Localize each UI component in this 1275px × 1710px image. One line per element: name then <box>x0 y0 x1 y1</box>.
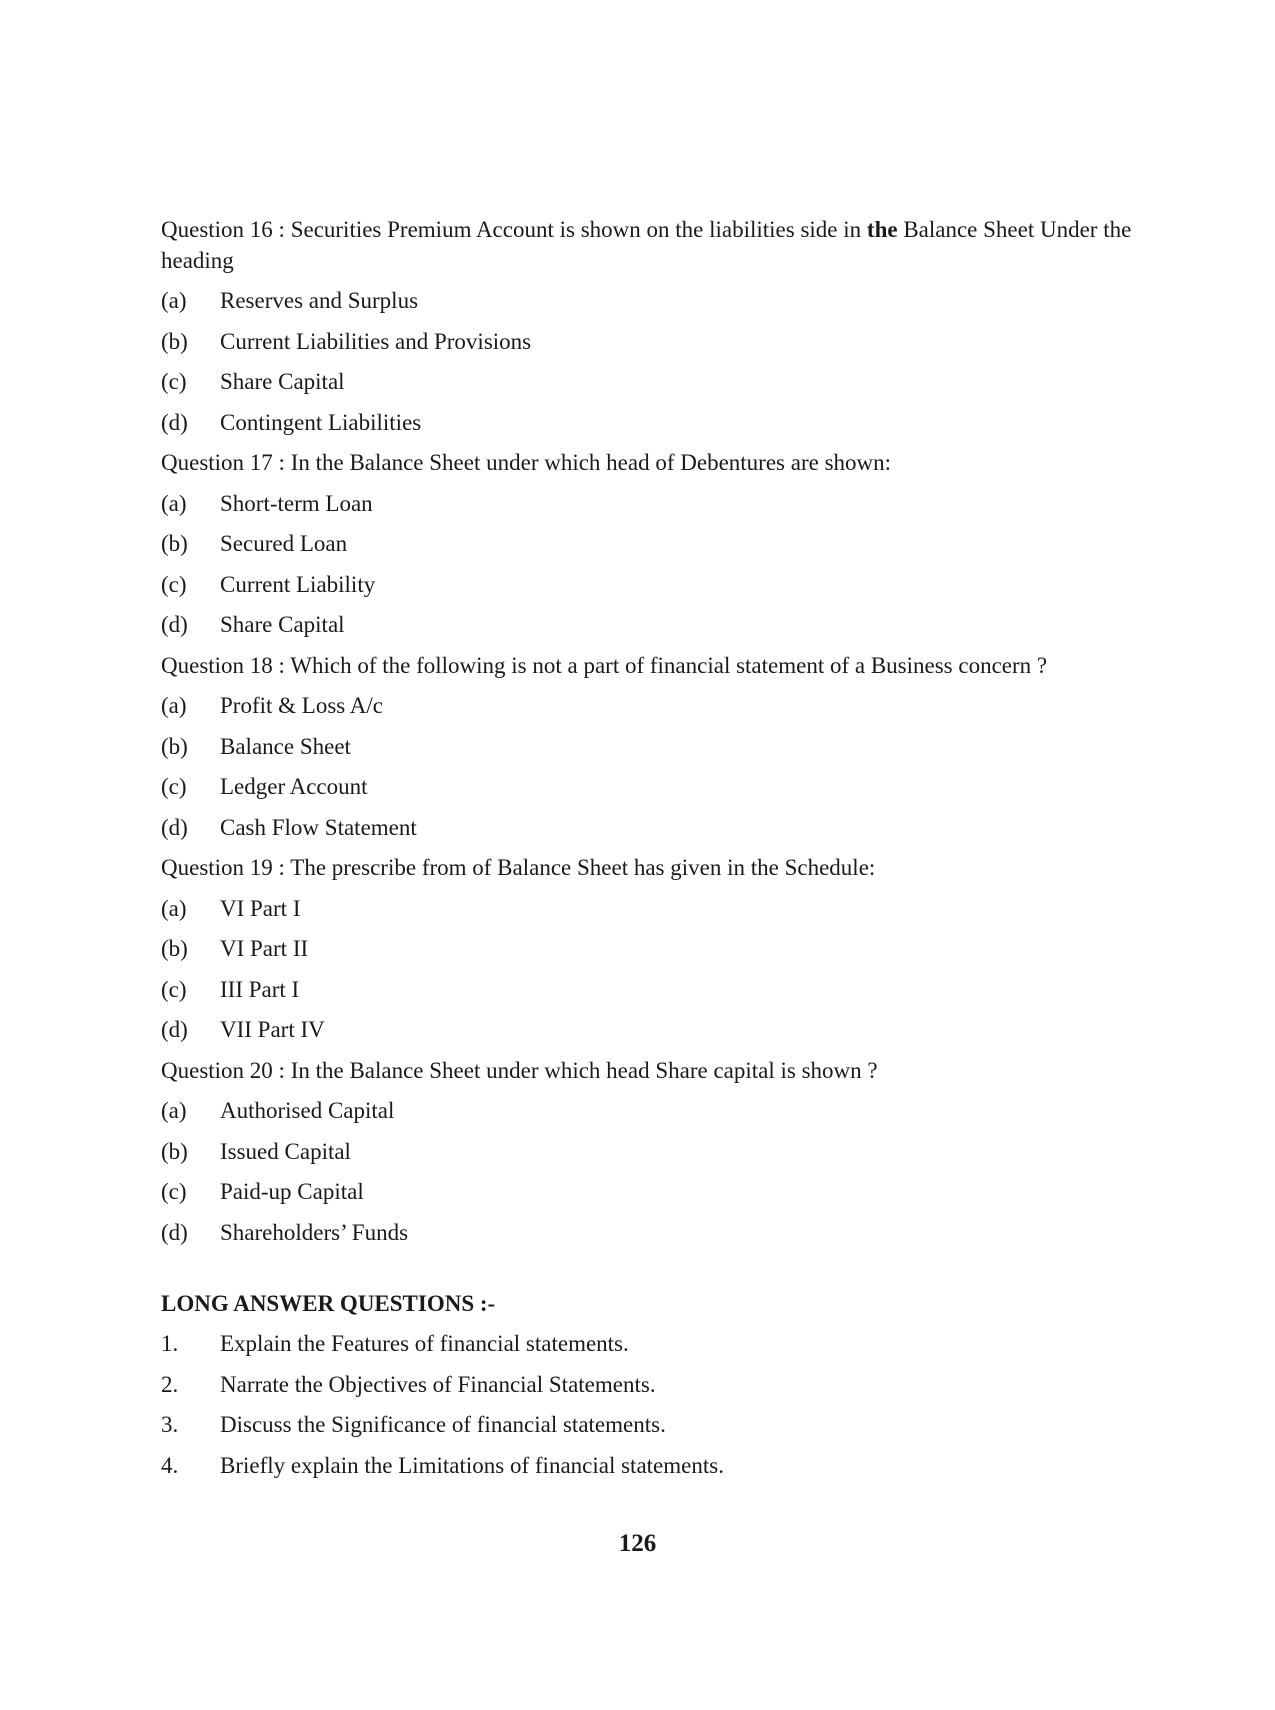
option-label: (a) <box>161 693 187 718</box>
option-item <box>161 407 1161 438</box>
option-text: Balance Sheet <box>220 733 351 759</box>
list-number: 2. <box>161 1371 179 1397</box>
option-label: (d) <box>161 814 188 840</box>
option-item <box>161 569 1161 600</box>
option-text: Current Liability <box>220 571 376 597</box>
option-label: (b) <box>161 531 188 556</box>
list-item <box>161 1328 1161 1359</box>
option-text: Paid-up Capital <box>220 1179 364 1204</box>
question-19-stem: Question 19 : The prescribe from of Balance Sheet has given in the Schedule: <box>161 855 876 880</box>
option-item <box>161 285 1161 316</box>
option-text: VI Part II <box>220 936 309 961</box>
option-text: VII Part IV <box>220 1017 325 1042</box>
page-number: 126 <box>618 1530 657 1557</box>
question-17 <box>161 447 1161 640</box>
option-item <box>161 528 1161 559</box>
option-label: (c) <box>161 369 187 394</box>
option-text: Reserves and Surplus <box>220 288 419 313</box>
option-label: (c) <box>161 774 187 799</box>
option-item <box>161 690 1161 721</box>
option-item <box>161 1136 1161 1167</box>
option-label: (d) <box>161 1017 188 1042</box>
list-number: 3. <box>161 1412 179 1437</box>
option-label: (c) <box>161 976 187 1002</box>
option-label: (d) <box>161 1219 188 1245</box>
option-label: (c) <box>161 1179 187 1204</box>
question-18 <box>161 650 1161 843</box>
option-label: (b) <box>161 936 188 961</box>
option-item <box>161 771 1161 802</box>
question-20-stem: Question 20 : In the Balance Sheet under which head Share capital is shown ? <box>161 1057 878 1083</box>
option-label: (d) <box>161 409 188 435</box>
option-label: (c) <box>161 571 187 597</box>
option-label: (b) <box>161 733 188 759</box>
list-item <box>161 1450 1161 1481</box>
option-text: Profit & Loss A/c <box>220 693 383 718</box>
question-18-stem: Question 18 : Which of the following is not a part of financial statement of a Business concern ? <box>161 652 1048 678</box>
option-text: Short-term Loan <box>220 490 373 516</box>
option-item <box>161 974 1161 1005</box>
option-text: Cash Flow Statement <box>220 814 417 840</box>
option-text: Share Capital <box>220 369 345 394</box>
option-text: Issued Capital <box>220 1138 351 1164</box>
option-text: Authorised Capital <box>220 1098 395 1123</box>
page-content <box>161 214 1161 1490</box>
option-item <box>161 1095 1161 1126</box>
option-label: (a) <box>161 288 187 313</box>
option-item <box>161 731 1161 762</box>
list-text: Narrate the Objectives of Financial Statements. <box>220 1371 656 1397</box>
option-item <box>161 1014 1161 1045</box>
option-item <box>161 933 1161 964</box>
option-item <box>161 609 1161 640</box>
list-text: Explain the Features of financial statements. <box>220 1331 629 1356</box>
question-17-stem: Question 17 : In the Balance Sheet under which head of Debentures are shown: <box>161 450 892 475</box>
long-answer-heading: LONG ANSWER QUESTIONS :- <box>161 1290 496 1316</box>
option-text: Secured Loan <box>220 531 348 556</box>
list-text: Briefly explain the Limitations of financial statements. <box>220 1452 724 1478</box>
question-16-stem-bold: the <box>866 217 898 242</box>
option-text: VI Part I <box>220 895 301 921</box>
option-item <box>161 812 1161 843</box>
question-16-stem-start: Question 16 : Securities Premium Account is shown on the liabilities side in <box>161 217 867 242</box>
question-16 <box>161 214 1161 438</box>
option-item <box>161 1176 1161 1207</box>
question-16-stem <box>161 214 1161 276</box>
long-answer-list <box>161 1328 1161 1481</box>
question-16-stem-end: Balance Sheet Under the heading <box>161 217 1132 273</box>
option-text: Share Capital <box>220 612 345 637</box>
option-label: (a) <box>161 1098 187 1123</box>
option-item <box>161 893 1161 924</box>
list-number: 1. <box>161 1331 179 1356</box>
option-text: Ledger Account <box>220 774 368 799</box>
list-item <box>161 1369 1161 1400</box>
option-label: (b) <box>161 1138 188 1164</box>
option-label: (a) <box>161 895 187 921</box>
option-text: Contingent Liabilities <box>220 409 422 435</box>
option-item <box>161 366 1161 397</box>
list-item <box>161 1409 1161 1440</box>
option-item <box>161 326 1161 357</box>
option-item <box>161 1217 1161 1248</box>
question-20 <box>161 1055 1161 1248</box>
list-number: 4. <box>161 1452 179 1478</box>
option-text: III Part I <box>220 976 300 1002</box>
list-text: Discuss the Significance of financial statements. <box>220 1412 666 1437</box>
option-item <box>161 488 1161 519</box>
option-label: (a) <box>161 490 187 516</box>
question-19 <box>161 852 1161 1045</box>
option-label: (d) <box>161 612 188 637</box>
option-label: (b) <box>161 328 188 354</box>
option-text: Shareholders’ Funds <box>220 1219 409 1245</box>
option-text: Current Liabilities and Provisions <box>220 328 532 354</box>
